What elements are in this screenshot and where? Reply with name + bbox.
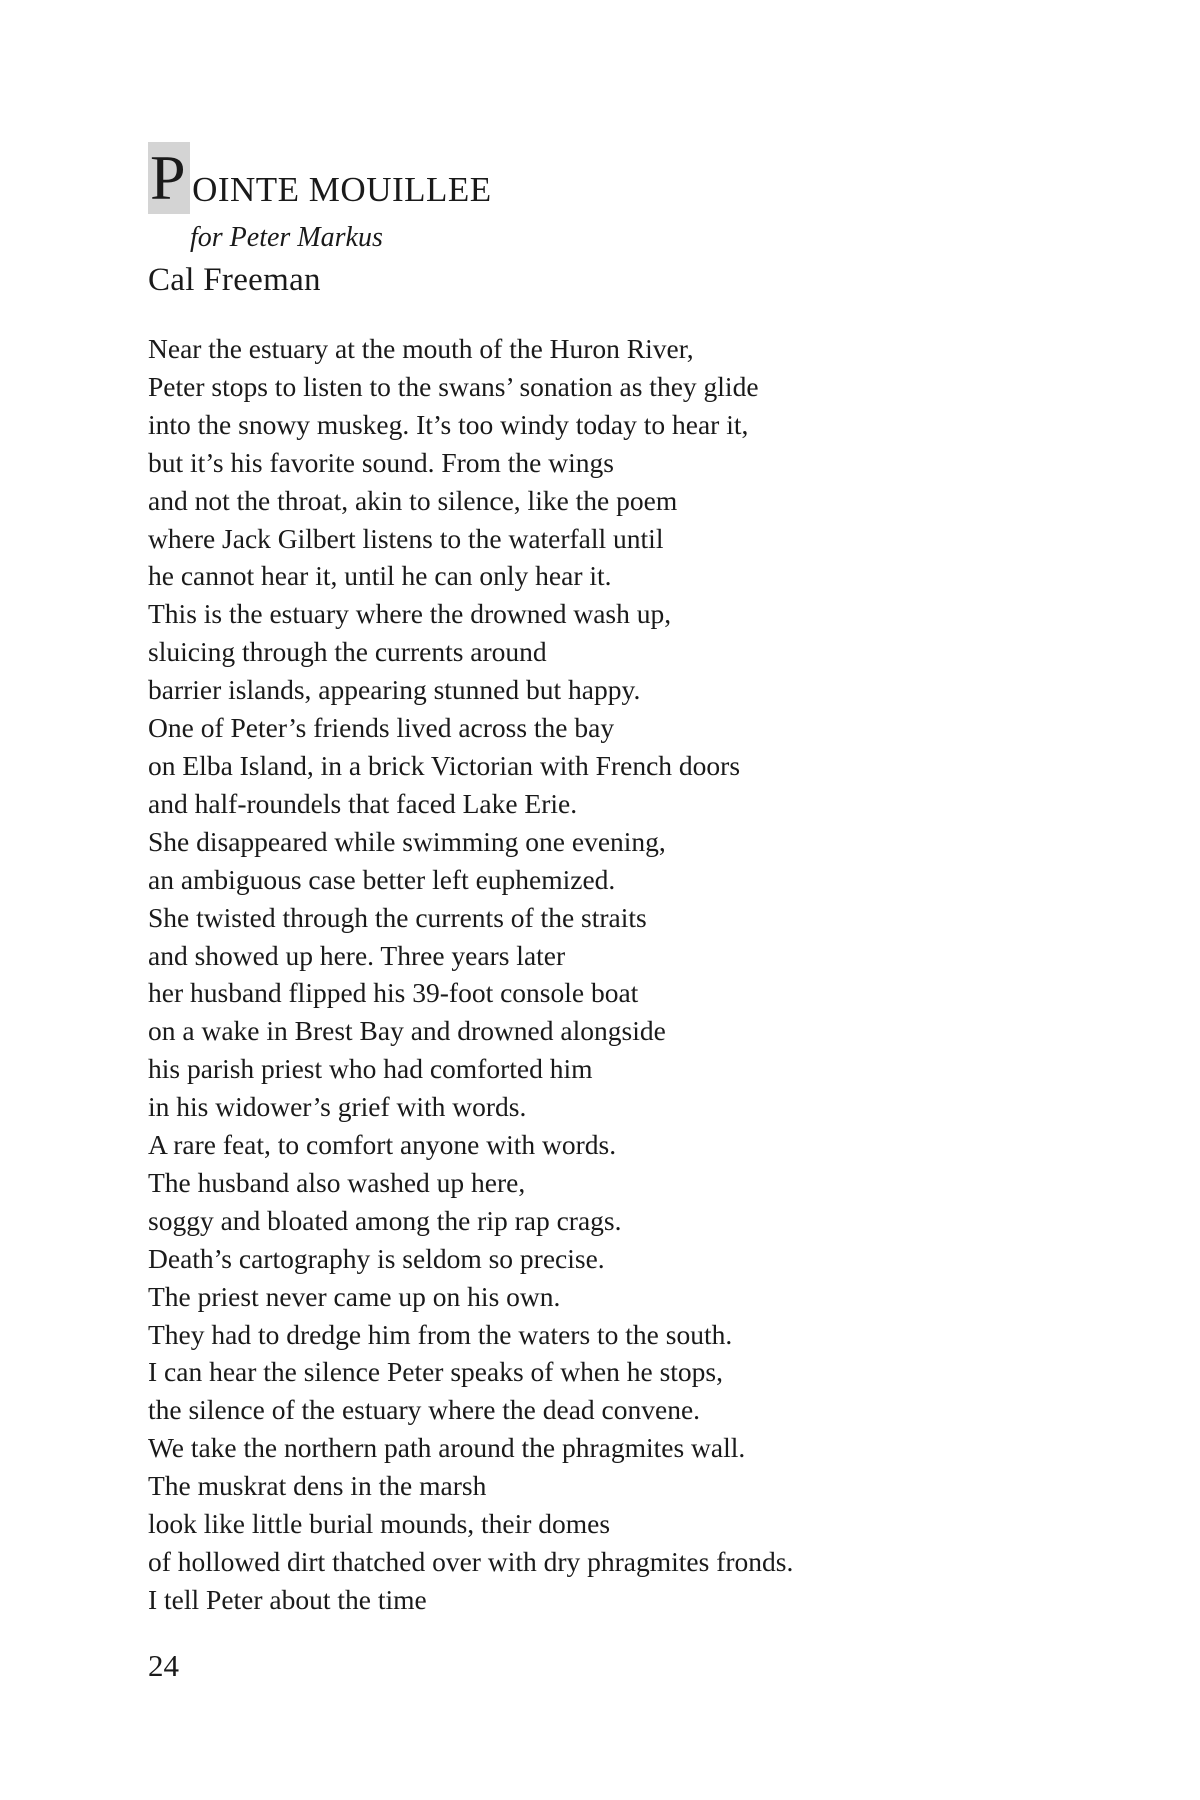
poem-line: he cannot hear it, until he can only hear it.	[148, 560, 612, 592]
poem-line: One of Peter’s friends lived across the bay	[148, 712, 615, 744]
poem-line: soggy and bloated among the rip rap crags.	[148, 1204, 622, 1236]
poem-line: into the snowy muskeg. It’s too windy today to hear it,	[148, 408, 749, 440]
poem-line: on Elba Island, in a brick Victorian with French doors	[148, 749, 741, 781]
poem-line: and not the throat, akin to silence, like the poem	[148, 484, 678, 516]
author-name: Cal Freeman	[148, 262, 321, 298]
poem-line: The husband also washed up here,	[148, 1166, 526, 1198]
poem-line: The muskrat dens in the marsh	[148, 1470, 487, 1502]
poem-line: Near the estuary at the mouth of the Huron River,	[148, 333, 694, 364]
poem-line: She disappeared while swimming one evening,	[148, 825, 666, 857]
dedication: for Peter Markus	[190, 222, 383, 253]
poem-line: barrier islands, appearing stunned but happy.	[148, 674, 641, 706]
poem-line: the silence of the estuary where the dead convene.	[148, 1394, 701, 1426]
poem-line: and half-roundels that faced Lake Erie.	[148, 787, 578, 819]
poem-line: I can hear the silence Peter speaks of when he stops,	[148, 1356, 724, 1388]
poem-line: sluicing through the currents around	[148, 636, 547, 668]
poem-line: A rare feat, to comfort anyone with words.	[148, 1129, 617, 1161]
poem-line: of hollowed dirt thatched over with dry phragmites fronds.	[148, 1546, 794, 1577]
title-text: OINTE MOUILLEE	[192, 170, 492, 209]
poem-line: Death’s cartography is seldom so precise.	[148, 1242, 605, 1274]
poem-line: This is the estuary where the drowned wash up,	[148, 598, 672, 630]
poem-line: his parish priest who had comforted him	[148, 1053, 593, 1085]
poem-line: The priest never came up on his own.	[148, 1280, 561, 1312]
poem-line: Peter stops to listen to the swans’ sonation as they glide	[148, 370, 759, 402]
title-block	[148, 138, 1048, 300]
poem-line: They had to dredge him from the waters to the south.	[148, 1318, 733, 1350]
poem-line: where Jack Gilbert listens to the waterfall until	[148, 522, 664, 554]
poem-line: I tell Peter about the time	[148, 1583, 427, 1615]
poem-line: in his widower’s grief with words.	[148, 1091, 527, 1123]
poem-line: We take the northern path around the phragmites wall.	[148, 1432, 746, 1464]
poem-line: but it’s his favorite sound. From the wings	[148, 446, 614, 478]
poem-body	[148, 330, 1148, 1619]
poem-title	[148, 138, 1048, 214]
poem-line: her husband flipped his 39-foot console boat	[148, 977, 639, 1009]
poem-line: look like little burial mounds, their domes	[148, 1508, 611, 1540]
poem-line: She twisted through the currents of the straits	[148, 901, 647, 933]
title-dropcap: P	[148, 142, 190, 214]
poem-line: and showed up here. Three years later	[148, 939, 566, 971]
poem-line: on a wake in Brest Bay and drowned alongside	[148, 1015, 666, 1047]
page-number: 24	[148, 1648, 179, 1683]
poem-line: an ambiguous case better left euphemized.	[148, 863, 616, 895]
